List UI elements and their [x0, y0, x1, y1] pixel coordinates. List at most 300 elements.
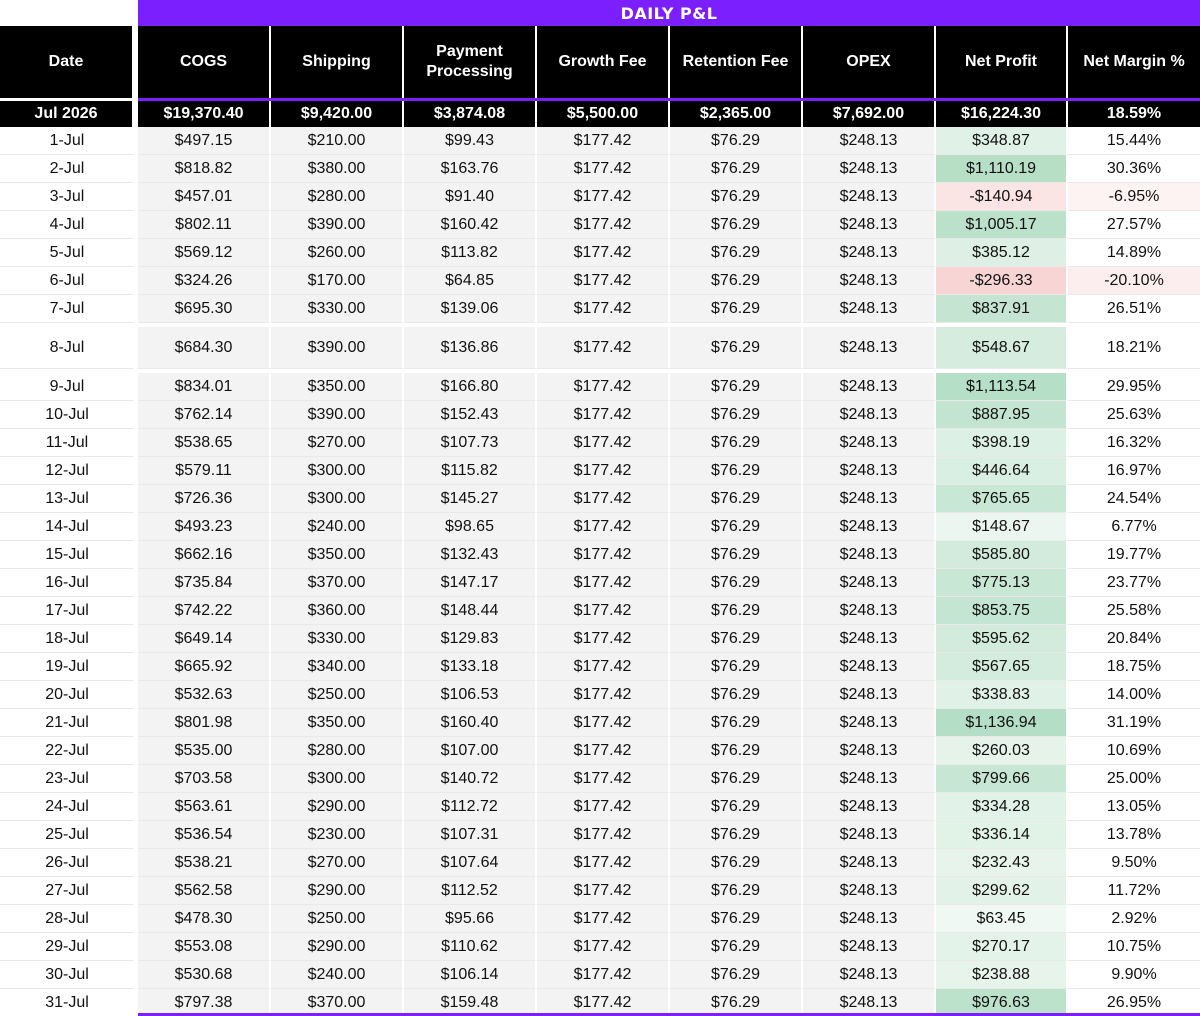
cell-retention[interactable]: $76.29: [670, 429, 803, 457]
cell-retention[interactable]: $76.29: [670, 989, 803, 1016]
cell-net-margin[interactable]: 26.95%: [1068, 989, 1200, 1016]
cell-net-margin[interactable]: 18.75%: [1068, 653, 1200, 681]
cell-payment[interactable]: $148.44: [404, 597, 537, 625]
cell-shipping[interactable]: $330.00: [271, 295, 404, 323]
cell-opex[interactable]: $248.13: [803, 877, 936, 905]
cell-payment[interactable]: $132.43: [404, 541, 537, 569]
cell-growth[interactable]: $177.42: [537, 681, 670, 709]
cell-growth[interactable]: $177.42: [537, 765, 670, 793]
cell-cogs[interactable]: $538.65: [138, 429, 271, 457]
cell-shipping[interactable]: $390.00: [271, 327, 404, 369]
cell-payment[interactable]: $107.64: [404, 849, 537, 877]
cell-opex[interactable]: $248.13: [803, 327, 936, 369]
cell-retention[interactable]: $76.29: [670, 849, 803, 877]
cell-date[interactable]: 11-Jul: [0, 429, 134, 457]
cell-date[interactable]: 29-Jul: [0, 933, 134, 961]
cell-growth[interactable]: $177.42: [537, 849, 670, 877]
cell-opex[interactable]: $248.13: [803, 681, 936, 709]
cell-cogs[interactable]: $493.23: [138, 513, 271, 541]
cell-opex[interactable]: $248.13: [803, 183, 936, 211]
cell-retention[interactable]: $76.29: [670, 155, 803, 183]
cell-cogs[interactable]: $535.00: [138, 737, 271, 765]
cell-date[interactable]: 15-Jul: [0, 541, 134, 569]
cell-retention[interactable]: $76.29: [670, 877, 803, 905]
cell-shipping[interactable]: $290.00: [271, 933, 404, 961]
cell-payment[interactable]: $112.72: [404, 793, 537, 821]
cell-retention[interactable]: $76.29: [670, 709, 803, 737]
cell-payment[interactable]: $140.72: [404, 765, 537, 793]
cell-retention[interactable]: $76.29: [670, 327, 803, 369]
cell-net-profit[interactable]: $765.65: [936, 485, 1068, 513]
cell-shipping[interactable]: $300.00: [271, 765, 404, 793]
cell-retention[interactable]: $76.29: [670, 295, 803, 323]
cell-retention[interactable]: $76.29: [670, 737, 803, 765]
cell-retention[interactable]: $76.29: [670, 457, 803, 485]
cell-cogs[interactable]: $553.08: [138, 933, 271, 961]
cell-date[interactable]: 7-Jul: [0, 295, 134, 323]
cell-cogs[interactable]: $536.54: [138, 821, 271, 849]
cell-payment[interactable]: $139.06: [404, 295, 537, 323]
cell-growth[interactable]: $177.42: [537, 457, 670, 485]
cell-net-margin[interactable]: 10.75%: [1068, 933, 1200, 961]
cell-net-margin[interactable]: -20.10%: [1068, 267, 1200, 295]
total-net-margin[interactable]: 18.59%: [1068, 101, 1200, 127]
cell-date[interactable]: 12-Jul: [0, 457, 134, 485]
cell-shipping[interactable]: $240.00: [271, 961, 404, 989]
cell-retention[interactable]: $76.29: [670, 821, 803, 849]
cell-retention[interactable]: $76.29: [670, 765, 803, 793]
cell-growth[interactable]: $177.42: [537, 569, 670, 597]
cell-net-profit[interactable]: $260.03: [936, 737, 1068, 765]
cell-net-profit[interactable]: $334.28: [936, 793, 1068, 821]
cell-cogs[interactable]: $665.92: [138, 653, 271, 681]
cell-payment[interactable]: $133.18: [404, 653, 537, 681]
cell-shipping[interactable]: $370.00: [271, 569, 404, 597]
cell-cogs[interactable]: $684.30: [138, 327, 271, 369]
cell-net-profit[interactable]: $63.45: [936, 905, 1068, 933]
cell-cogs[interactable]: $762.14: [138, 401, 271, 429]
cell-cogs[interactable]: $497.15: [138, 127, 271, 155]
header-growth-fee[interactable]: Growth Fee: [537, 26, 670, 98]
cell-opex[interactable]: $248.13: [803, 155, 936, 183]
cell-cogs[interactable]: $742.22: [138, 597, 271, 625]
cell-retention[interactable]: $76.29: [670, 653, 803, 681]
cell-net-margin[interactable]: 14.89%: [1068, 239, 1200, 267]
cell-growth[interactable]: $177.42: [537, 295, 670, 323]
cell-date[interactable]: 23-Jul: [0, 765, 134, 793]
cell-date[interactable]: 19-Jul: [0, 653, 134, 681]
cell-opex[interactable]: $248.13: [803, 239, 936, 267]
cell-date[interactable]: 24-Jul: [0, 793, 134, 821]
cell-net-profit[interactable]: $1,005.17: [936, 211, 1068, 239]
cell-cogs[interactable]: $703.58: [138, 765, 271, 793]
cell-cogs[interactable]: $695.30: [138, 295, 271, 323]
cell-shipping[interactable]: $280.00: [271, 183, 404, 211]
cell-shipping[interactable]: $250.00: [271, 905, 404, 933]
cell-retention[interactable]: $76.29: [670, 933, 803, 961]
cell-payment[interactable]: $159.48: [404, 989, 537, 1016]
cell-date[interactable]: 16-Jul: [0, 569, 134, 597]
cell-cogs[interactable]: $797.38: [138, 989, 271, 1016]
cell-cogs[interactable]: $569.12: [138, 239, 271, 267]
cell-net-margin[interactable]: 10.69%: [1068, 737, 1200, 765]
cell-opex[interactable]: $248.13: [803, 267, 936, 295]
cell-opex[interactable]: $248.13: [803, 401, 936, 429]
cell-shipping[interactable]: $260.00: [271, 239, 404, 267]
cell-net-margin[interactable]: 2.92%: [1068, 905, 1200, 933]
cell-net-profit[interactable]: -$296.33: [936, 267, 1068, 295]
cell-retention[interactable]: $76.29: [670, 267, 803, 295]
cell-retention[interactable]: $76.29: [670, 597, 803, 625]
cell-opex[interactable]: $248.13: [803, 211, 936, 239]
cell-growth[interactable]: $177.42: [537, 239, 670, 267]
cell-opex[interactable]: $248.13: [803, 653, 936, 681]
cell-payment[interactable]: $166.80: [404, 373, 537, 401]
cell-shipping[interactable]: $390.00: [271, 401, 404, 429]
cell-payment[interactable]: $106.53: [404, 681, 537, 709]
cell-payment[interactable]: $129.83: [404, 625, 537, 653]
cell-growth[interactable]: $177.42: [537, 541, 670, 569]
cell-opex[interactable]: $248.13: [803, 737, 936, 765]
cell-cogs[interactable]: $538.21: [138, 849, 271, 877]
cell-opex[interactable]: $248.13: [803, 127, 936, 155]
cell-net-margin[interactable]: 25.58%: [1068, 597, 1200, 625]
cell-growth[interactable]: $177.42: [537, 793, 670, 821]
cell-shipping[interactable]: $300.00: [271, 457, 404, 485]
total-retention[interactable]: $2,365.00: [670, 101, 803, 127]
cell-net-profit[interactable]: $775.13: [936, 569, 1068, 597]
cell-date[interactable]: 10-Jul: [0, 401, 134, 429]
header-date[interactable]: Date: [0, 26, 134, 98]
cell-opex[interactable]: $248.13: [803, 933, 936, 961]
cell-net-margin[interactable]: 9.50%: [1068, 849, 1200, 877]
cell-opex[interactable]: $248.13: [803, 765, 936, 793]
cell-shipping[interactable]: $380.00: [271, 155, 404, 183]
cell-growth[interactable]: $177.42: [537, 653, 670, 681]
cell-net-profit[interactable]: $348.87: [936, 127, 1068, 155]
cell-growth[interactable]: $177.42: [537, 373, 670, 401]
cell-growth[interactable]: $177.42: [537, 401, 670, 429]
cell-net-profit[interactable]: $299.62: [936, 877, 1068, 905]
cell-net-profit[interactable]: $585.80: [936, 541, 1068, 569]
cell-net-margin[interactable]: 25.00%: [1068, 765, 1200, 793]
total-date[interactable]: Jul 2026: [0, 101, 134, 127]
cell-retention[interactable]: $76.29: [670, 793, 803, 821]
cell-cogs[interactable]: $834.01: [138, 373, 271, 401]
cell-cogs[interactable]: $530.68: [138, 961, 271, 989]
cell-net-profit[interactable]: $853.75: [936, 597, 1068, 625]
cell-growth[interactable]: $177.42: [537, 267, 670, 295]
cell-payment[interactable]: $160.42: [404, 211, 537, 239]
cell-opex[interactable]: $248.13: [803, 821, 936, 849]
cell-shipping[interactable]: $390.00: [271, 211, 404, 239]
cell-net-profit[interactable]: $232.43: [936, 849, 1068, 877]
cell-cogs[interactable]: $563.61: [138, 793, 271, 821]
cell-growth[interactable]: $177.42: [537, 127, 670, 155]
cell-date[interactable]: 30-Jul: [0, 961, 134, 989]
cell-growth[interactable]: $177.42: [537, 905, 670, 933]
cell-net-profit[interactable]: $887.95: [936, 401, 1068, 429]
cell-opex[interactable]: $248.13: [803, 569, 936, 597]
cell-opex[interactable]: $248.13: [803, 905, 936, 933]
cell-date[interactable]: 31-Jul: [0, 989, 134, 1016]
cell-growth[interactable]: $177.42: [537, 485, 670, 513]
cell-opex[interactable]: $248.13: [803, 989, 936, 1016]
cell-shipping[interactable]: $250.00: [271, 681, 404, 709]
cell-growth[interactable]: $177.42: [537, 513, 670, 541]
cell-growth[interactable]: $177.42: [537, 211, 670, 239]
cell-payment[interactable]: $95.66: [404, 905, 537, 933]
cell-date[interactable]: 9-Jul: [0, 373, 134, 401]
cell-growth[interactable]: $177.42: [537, 737, 670, 765]
cell-payment[interactable]: $145.27: [404, 485, 537, 513]
cell-net-margin[interactable]: 16.97%: [1068, 457, 1200, 485]
total-opex[interactable]: $7,692.00: [803, 101, 936, 127]
cell-cogs[interactable]: $457.01: [138, 183, 271, 211]
cell-payment[interactable]: $91.40: [404, 183, 537, 211]
cell-retention[interactable]: $76.29: [670, 681, 803, 709]
cell-payment[interactable]: $113.82: [404, 239, 537, 267]
cell-shipping[interactable]: $350.00: [271, 709, 404, 737]
cell-net-margin[interactable]: 23.77%: [1068, 569, 1200, 597]
cell-net-profit[interactable]: $799.66: [936, 765, 1068, 793]
cell-net-margin[interactable]: 24.54%: [1068, 485, 1200, 513]
cell-net-profit[interactable]: -$140.94: [936, 183, 1068, 211]
cell-shipping[interactable]: $290.00: [271, 877, 404, 905]
cell-opex[interactable]: $248.13: [803, 485, 936, 513]
cell-growth[interactable]: $177.42: [537, 709, 670, 737]
sheet-title[interactable]: DAILY P&L: [138, 0, 1200, 26]
cell-growth[interactable]: $177.42: [537, 597, 670, 625]
cell-shipping[interactable]: $350.00: [271, 373, 404, 401]
cell-shipping[interactable]: $210.00: [271, 127, 404, 155]
cell-retention[interactable]: $76.29: [670, 211, 803, 239]
cell-opex[interactable]: $248.13: [803, 541, 936, 569]
cell-cogs[interactable]: $478.30: [138, 905, 271, 933]
cell-net-profit[interactable]: $1,110.19: [936, 155, 1068, 183]
cell-net-profit[interactable]: $446.64: [936, 457, 1068, 485]
cell-cogs[interactable]: $801.98: [138, 709, 271, 737]
cell-retention[interactable]: $76.29: [670, 485, 803, 513]
cell-date[interactable]: 28-Jul: [0, 905, 134, 933]
cell-growth[interactable]: $177.42: [537, 327, 670, 369]
cell-date[interactable]: 8-Jul: [0, 327, 134, 369]
cell-net-margin[interactable]: 30.36%: [1068, 155, 1200, 183]
cell-net-profit[interactable]: $1,136.94: [936, 709, 1068, 737]
cell-retention[interactable]: $76.29: [670, 373, 803, 401]
cell-net-margin[interactable]: 15.44%: [1068, 127, 1200, 155]
cell-net-margin[interactable]: 18.21%: [1068, 327, 1200, 369]
cell-net-profit[interactable]: $398.19: [936, 429, 1068, 457]
cell-growth[interactable]: $177.42: [537, 183, 670, 211]
cell-retention[interactable]: $76.29: [670, 183, 803, 211]
cell-net-profit[interactable]: $976.63: [936, 989, 1068, 1016]
cell-cogs[interactable]: $532.63: [138, 681, 271, 709]
cell-net-margin[interactable]: 9.90%: [1068, 961, 1200, 989]
cell-growth[interactable]: $177.42: [537, 625, 670, 653]
header-payment-processing[interactable]: [404, 26, 537, 98]
cell-cogs[interactable]: $662.16: [138, 541, 271, 569]
cell-growth[interactable]: $177.42: [537, 961, 670, 989]
cell-payment[interactable]: $107.73: [404, 429, 537, 457]
cell-growth[interactable]: $177.42: [537, 821, 670, 849]
cell-net-profit[interactable]: $837.91: [936, 295, 1068, 323]
cell-retention[interactable]: $76.29: [670, 401, 803, 429]
cell-payment[interactable]: $112.52: [404, 877, 537, 905]
cell-payment[interactable]: $152.43: [404, 401, 537, 429]
cell-date[interactable]: 17-Jul: [0, 597, 134, 625]
cell-net-profit[interactable]: $270.17: [936, 933, 1068, 961]
cell-date[interactable]: 5-Jul: [0, 239, 134, 267]
cell-net-profit[interactable]: $1,113.54: [936, 373, 1068, 401]
cell-payment[interactable]: $107.00: [404, 737, 537, 765]
cell-growth[interactable]: $177.42: [537, 155, 670, 183]
cell-shipping[interactable]: $290.00: [271, 793, 404, 821]
cell-net-profit[interactable]: $595.62: [936, 625, 1068, 653]
cell-net-profit[interactable]: $385.12: [936, 239, 1068, 267]
cell-net-profit[interactable]: $548.67: [936, 327, 1068, 369]
cell-shipping[interactable]: $240.00: [271, 513, 404, 541]
cell-retention[interactable]: $76.29: [670, 127, 803, 155]
cell-date[interactable]: 20-Jul: [0, 681, 134, 709]
cell-date[interactable]: 22-Jul: [0, 737, 134, 765]
total-payment[interactable]: $3,874.08: [404, 101, 537, 127]
cell-payment[interactable]: $147.17: [404, 569, 537, 597]
cell-cogs[interactable]: $735.84: [138, 569, 271, 597]
cell-shipping[interactable]: $280.00: [271, 737, 404, 765]
table-row: [0, 541, 1200, 569]
cell-net-profit[interactable]: $336.14: [936, 821, 1068, 849]
cell-opex[interactable]: $248.13: [803, 849, 936, 877]
cell-net-margin[interactable]: -6.95%: [1068, 183, 1200, 211]
header-net-margin[interactable]: Net Margin %: [1068, 26, 1200, 98]
cell-net-profit[interactable]: $567.65: [936, 653, 1068, 681]
cell-date[interactable]: 3-Jul: [0, 183, 134, 211]
cell-shipping[interactable]: $360.00: [271, 597, 404, 625]
cell-net-margin[interactable]: 29.95%: [1068, 373, 1200, 401]
cell-cogs[interactable]: $579.11: [138, 457, 271, 485]
total-shipping[interactable]: $9,420.00: [271, 101, 404, 127]
cell-shipping[interactable]: $170.00: [271, 267, 404, 295]
cell-date[interactable]: 2-Jul: [0, 155, 134, 183]
cell-cogs[interactable]: $324.26: [138, 267, 271, 295]
cell-payment[interactable]: $115.82: [404, 457, 537, 485]
cell-net-margin[interactable]: 11.72%: [1068, 877, 1200, 905]
cell-growth[interactable]: $177.42: [537, 933, 670, 961]
cell-retention[interactable]: $76.29: [670, 625, 803, 653]
cell-opex[interactable]: $248.13: [803, 597, 936, 625]
header-opex[interactable]: OPEX: [803, 26, 936, 98]
table-row: [0, 905, 1200, 933]
cell-net-margin[interactable]: 13.05%: [1068, 793, 1200, 821]
header-cogs[interactable]: COGS: [138, 26, 271, 98]
cell-net-profit[interactable]: $238.88: [936, 961, 1068, 989]
cell-cogs[interactable]: $649.14: [138, 625, 271, 653]
total-net-profit[interactable]: $16,224.30: [936, 101, 1068, 127]
cell-retention[interactable]: $76.29: [670, 905, 803, 933]
cell-net-margin[interactable]: 14.00%: [1068, 681, 1200, 709]
cell-date[interactable]: 13-Jul: [0, 485, 134, 513]
cell-payment[interactable]: $110.62: [404, 933, 537, 961]
cell-retention[interactable]: $76.29: [670, 513, 803, 541]
cell-net-profit[interactable]: $148.67: [936, 513, 1068, 541]
cell-shipping[interactable]: $300.00: [271, 485, 404, 513]
cell-payment[interactable]: $163.76: [404, 155, 537, 183]
cell-shipping[interactable]: $270.00: [271, 849, 404, 877]
cell-growth[interactable]: $177.42: [537, 989, 670, 1016]
cell-date[interactable]: 14-Jul: [0, 513, 134, 541]
cell-retention[interactable]: $76.29: [670, 569, 803, 597]
cell-opex[interactable]: $248.13: [803, 429, 936, 457]
cell-shipping[interactable]: $230.00: [271, 821, 404, 849]
cell-payment[interactable]: $160.40: [404, 709, 537, 737]
cell-opex[interactable]: $248.13: [803, 625, 936, 653]
cell-date[interactable]: 4-Jul: [0, 211, 134, 239]
cell-payment[interactable]: $136.86: [404, 327, 537, 369]
cell-date[interactable]: 21-Jul: [0, 709, 134, 737]
cell-shipping[interactable]: $340.00: [271, 653, 404, 681]
cell-net-margin[interactable]: 25.63%: [1068, 401, 1200, 429]
cell-net-margin[interactable]: 31.19%: [1068, 709, 1200, 737]
cell-date[interactable]: 1-Jul: [0, 127, 134, 155]
total-cogs[interactable]: $19,370.40: [138, 101, 271, 127]
cell-cogs[interactable]: $802.11: [138, 211, 271, 239]
cell-retention[interactable]: $76.29: [670, 961, 803, 989]
cell-net-profit[interactable]: $338.83: [936, 681, 1068, 709]
cell-opex[interactable]: $248.13: [803, 457, 936, 485]
cell-date[interactable]: 25-Jul: [0, 821, 134, 849]
header-net-profit[interactable]: Net Profit: [936, 26, 1068, 98]
cell-opex[interactable]: $248.13: [803, 793, 936, 821]
cell-date[interactable]: 6-Jul: [0, 267, 134, 295]
cell-payment[interactable]: $98.65: [404, 513, 537, 541]
cell-cogs[interactable]: $818.82: [138, 155, 271, 183]
cell-growth[interactable]: $177.42: [537, 877, 670, 905]
cell-shipping[interactable]: $370.00: [271, 989, 404, 1016]
cell-retention[interactable]: $76.29: [670, 239, 803, 267]
cell-payment[interactable]: $64.85: [404, 267, 537, 295]
cell-date[interactable]: 26-Jul: [0, 849, 134, 877]
cell-shipping[interactable]: $350.00: [271, 541, 404, 569]
header-retention-fee[interactable]: Retention Fee: [670, 26, 803, 98]
cell-date[interactable]: 27-Jul: [0, 877, 134, 905]
cell-cogs[interactable]: $562.58: [138, 877, 271, 905]
cell-payment[interactable]: $99.43: [404, 127, 537, 155]
total-growth[interactable]: $5,500.00: [537, 101, 670, 127]
cell-opex[interactable]: $248.13: [803, 373, 936, 401]
cell-date[interactable]: 18-Jul: [0, 625, 134, 653]
cell-payment[interactable]: $106.14: [404, 961, 537, 989]
cell-net-margin[interactable]: 20.84%: [1068, 625, 1200, 653]
cell-opex[interactable]: $248.13: [803, 295, 936, 323]
cell-net-margin[interactable]: 13.78%: [1068, 821, 1200, 849]
cell-opex[interactable]: $248.13: [803, 709, 936, 737]
header-shipping[interactable]: Shipping: [271, 26, 404, 98]
cell-retention[interactable]: $76.29: [670, 541, 803, 569]
cell-net-margin[interactable]: 27.57%: [1068, 211, 1200, 239]
cell-opex[interactable]: $248.13: [803, 961, 936, 989]
cell-net-margin[interactable]: 16.32%: [1068, 429, 1200, 457]
cell-shipping[interactable]: $270.00: [271, 429, 404, 457]
cell-opex[interactable]: $248.13: [803, 513, 936, 541]
cell-cogs[interactable]: $726.36: [138, 485, 271, 513]
cell-net-margin[interactable]: 6.77%: [1068, 513, 1200, 541]
cell-net-margin[interactable]: 26.51%: [1068, 295, 1200, 323]
cell-growth[interactable]: $177.42: [537, 429, 670, 457]
cell-shipping[interactable]: $330.00: [271, 625, 404, 653]
cell-net-margin[interactable]: 19.77%: [1068, 541, 1200, 569]
cell-payment[interactable]: $107.31: [404, 821, 537, 849]
